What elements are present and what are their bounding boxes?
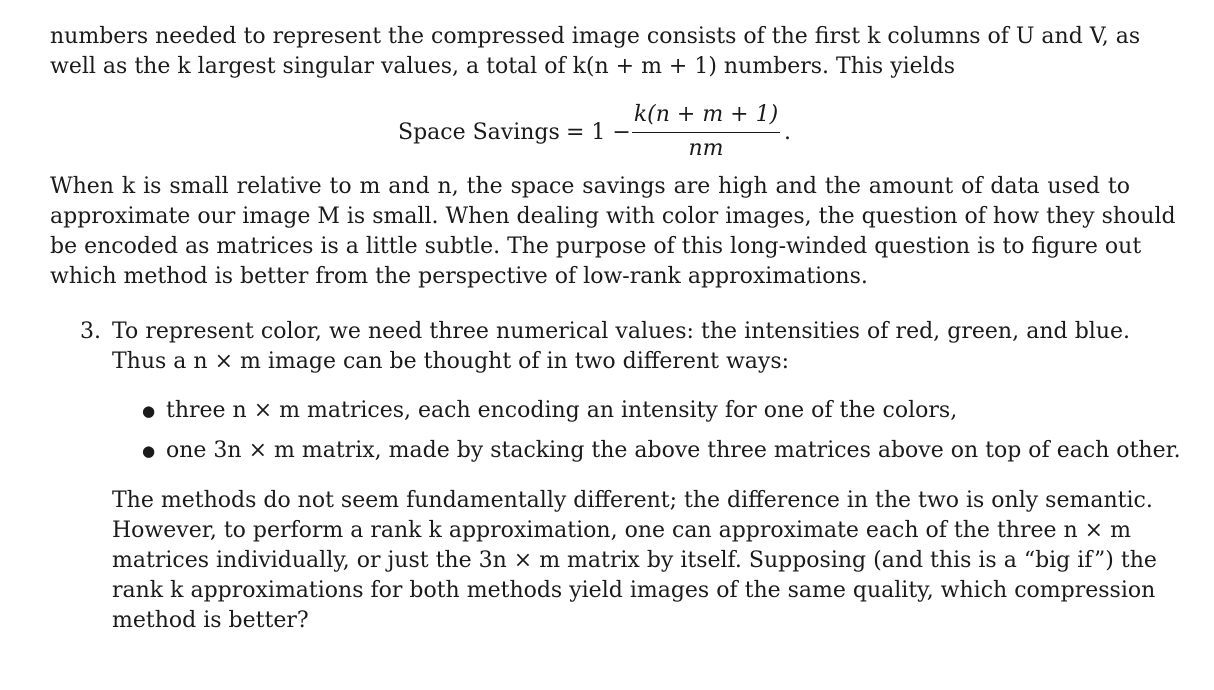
bullet-dot-1: ● <box>142 402 156 420</box>
equation-period: . <box>784 120 791 145</box>
equation-numerator: k(n + m + 1) <box>633 102 779 127</box>
equation-denominator: nm <box>688 136 724 161</box>
equation-label: Space Savings <box>398 120 560 145</box>
paragraph-3-line-5: method is better? <box>112 608 309 633</box>
equation-fraction <box>630 98 782 165</box>
paragraph-3-line-1: The methods do not seem fundamentally different; the difference in the two is only semantic. <box>112 488 1153 513</box>
bullet-item-1: three n × m matrices, each encoding an intensity for one of the colors, <box>166 398 958 423</box>
equation-equals-one-minus: = 1 − <box>566 120 631 145</box>
paragraph-3-line-4: rank k approximations for both methods yield images of the same quality, which compression <box>112 578 1156 603</box>
item-3-number: 3. <box>80 319 101 344</box>
paragraph-1-line-1: numbers needed to represent the compressed image consists of the first k columns of U and V, as <box>50 24 1141 49</box>
bullet-item-2: one 3n × m matrix, made by stacking the above three matrices above on top of each other. <box>166 438 1181 463</box>
paragraph-2-line-1: When k is small relative to m and n, the space savings are high and the amount of data used to <box>50 174 1130 199</box>
paragraph-2-line-3: be encoded as matrices is a little subtle. The purpose of this long-winded question is to figure out <box>50 234 1142 259</box>
bullet-dot-2: ● <box>142 442 156 460</box>
paragraph-1-line-2: well as the k largest singular values, a total of k(n + m + 1) numbers. This yields <box>50 54 956 79</box>
space-savings-equation <box>398 98 818 170</box>
paragraph-2-line-4: which method is better from the perspective of low-rank approximations. <box>50 264 868 289</box>
paragraph-2-line-2: approximate our image M is small. When dealing with color images, the question of how they should <box>50 204 1176 229</box>
paragraph-3-line-2: However, to perform a rank k approximation, one can approximate each of the three n × m <box>112 518 1131 543</box>
item-3-line-1: To represent color, we need three numerical values: the intensities of red, green, and blue. <box>112 319 1130 344</box>
paragraph-3-line-3: matrices individually, or just the 3n × m matrix by itself. Supposing (and this is a “big if”) the <box>112 548 1157 573</box>
item-3-line-2: Thus a n × m image can be thought of in two different ways: <box>112 349 790 374</box>
